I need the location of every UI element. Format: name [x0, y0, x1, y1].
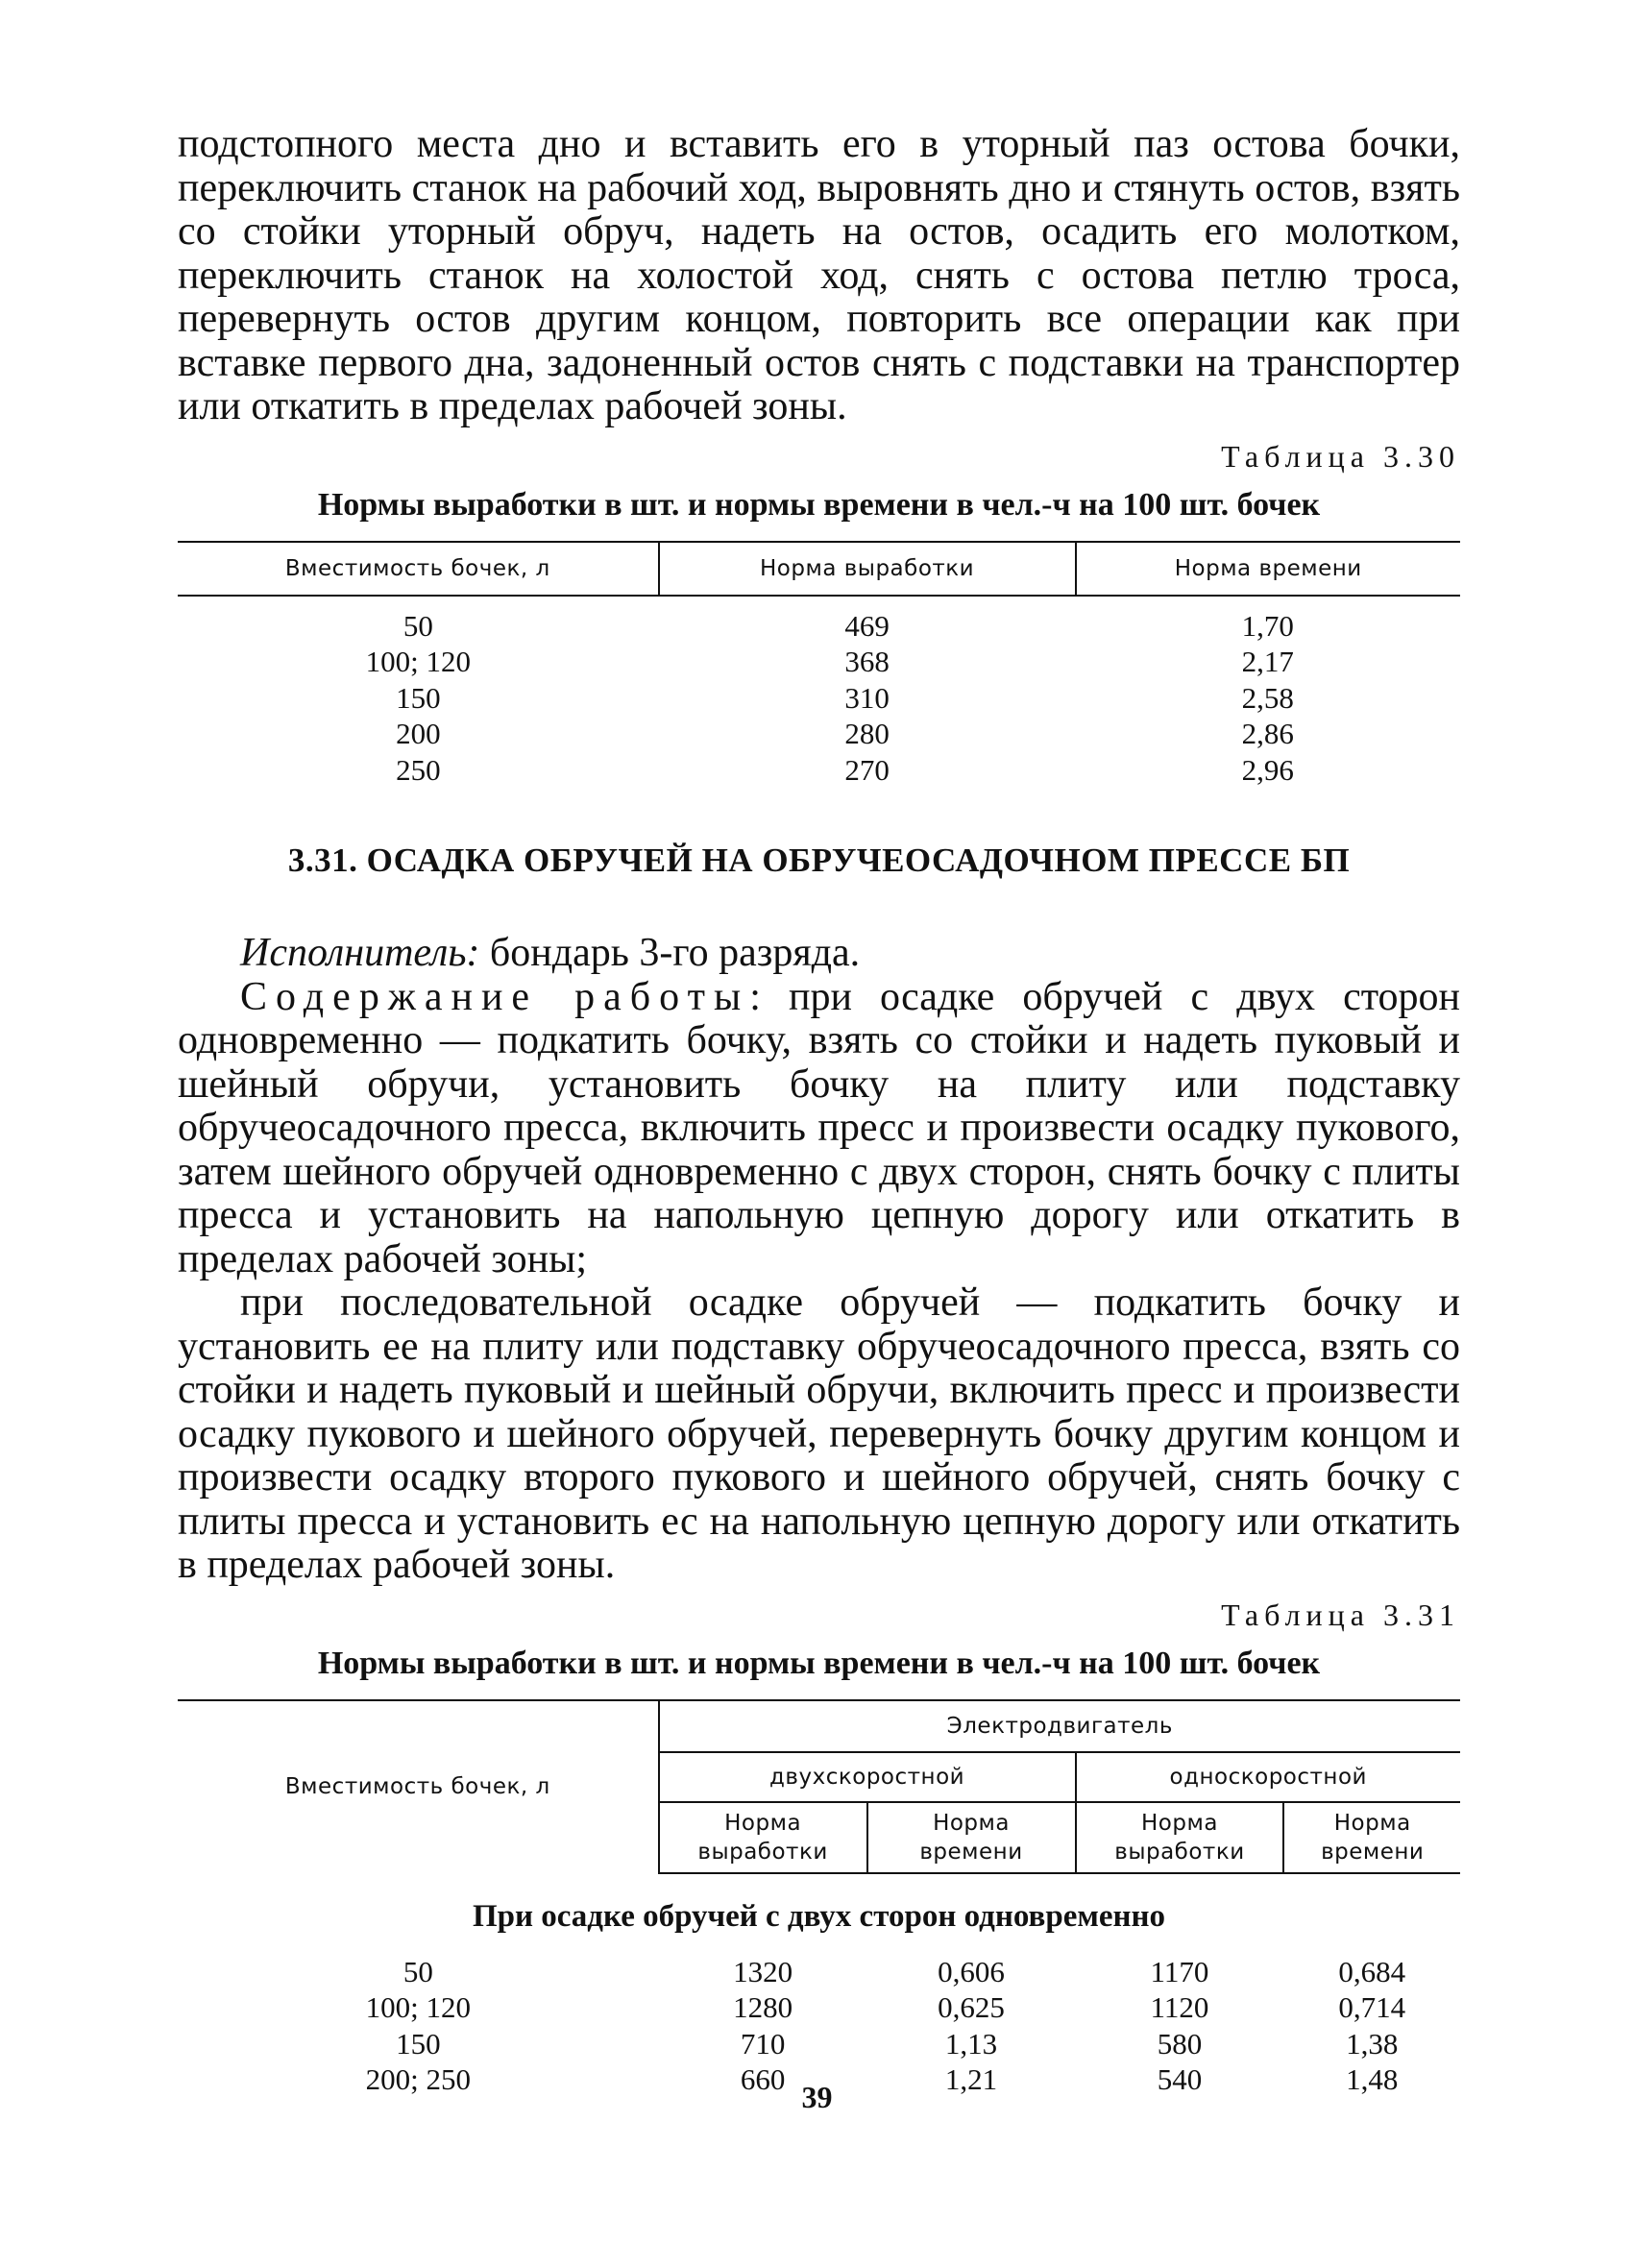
performer-value: бондарь 3-го разряда.: [479, 931, 861, 975]
cell-norm-time: 1,70: [1241, 608, 1294, 643]
cell-capacity: 50: [402, 1954, 433, 1988]
cell-norm-time: 2,17: [1241, 645, 1294, 678]
cell-two-speed-output: 660: [740, 2062, 786, 2096]
table-331-title: Нормы выработки в шт. и нормы времени в чел.-ч на 100 шт. бочек: [317, 1645, 1321, 1681]
cell-one-speed-time: 0,684: [1338, 1954, 1406, 1988]
cell-norm-output: 310: [844, 680, 890, 715]
sequential-paragraph: при последовательной осадке обручей — подкатить бочку и установить ее на плиту или подставку обручеосадочного пресса, взять со стойки и надеть пуковый и шейный обручи, включить пресс и произвести осадку пукового и шейного обручей, перевернуть бочку другим концом и произвести осадку второго пукового и шейного обручей, снять бочку с плиты пресса и установить ес на напольную цепную дорогу или откатить в пределах рабочей зоны.: [178, 1280, 1460, 1587]
intro-paragraph: подстопного места дно и вставить его в уторный паз остова бочки, переключить станок на рабочий ход, выровнять дно и стянуть остов, взять со стойки уторный обруч, надеть на остов, осадить его молотком, переключить станок на холостой ход, снять с остова петлю троса, перевернуть остов другим концом, повторить все операции как при вставке первого дна, задоненный остов снять с подставки на транспортер или откатить в пределах рабочей зоны.: [178, 122, 1460, 428]
col-header-norm-output: Норма выработки: [659, 542, 1076, 596]
cell-norm-output: 368: [844, 645, 890, 678]
cell-two-speed-output: 1280: [733, 1990, 793, 2024]
table-331-body: [178, 1954, 1460, 2098]
cell-two-speed-output: 1320: [733, 1954, 793, 1988]
content-label: Содержание работы: [240, 974, 750, 1019]
cell-norm-time: 2,58: [1241, 680, 1294, 715]
table-row: [178, 1954, 1460, 1990]
cell-norm-time: 2,86: [1241, 717, 1294, 750]
col-header-norm-time: Норма времени: [867, 1802, 1076, 1873]
table-row: [178, 596, 1460, 645]
table-row: [178, 644, 1460, 680]
col-header-one-speed: односкоростной: [1076, 1752, 1461, 1802]
cell-capacity: 50: [402, 608, 433, 643]
content-text: : при осадке обручей с двух сторон одновременно — подкатить бочку, взять со стойки и надеть пуковый и шейный обручи, установить бочку на плиту или подставку обручеосадочного пресса, включить пресс и произвести осадку пукового, затем шейного обручей одновременно с двух сторон, снять бочку с плиты пресса и установить на напольную цепную дорогу или откатить в пределах рабочей зоны;: [178, 974, 1460, 1281]
table-row: [178, 1989, 1460, 2026]
cell-capacity: 150: [396, 2026, 441, 2061]
cell-two-speed-time: 0,625: [938, 1990, 1005, 2024]
table-330-label: Таблица 3.30: [1221, 438, 1460, 474]
cell-one-speed-time: 1,48: [1346, 2062, 1399, 2096]
table-330-title: Нормы выработки в шт. и нормы времени в чел.-ч на 100 шт. бочек: [317, 486, 1321, 523]
performer-label: Исполнитель:: [240, 931, 480, 975]
col-header-norm-time: Норма времени: [1076, 542, 1461, 596]
table-row: [178, 680, 1460, 717]
cell-two-speed-time: 1,21: [944, 2062, 998, 2096]
table-row: [178, 2026, 1460, 2062]
cell-capacity: 150: [396, 680, 441, 715]
cell-capacity: 200; 250: [365, 2062, 471, 2096]
cell-norm-output: 469: [844, 608, 890, 643]
page-number: 39: [801, 2080, 833, 2114]
col-header-norm-output: Норма выработки: [1076, 1802, 1284, 1873]
cell-two-speed-time: 1,13: [944, 2026, 998, 2061]
cell-capacity: 250: [396, 752, 441, 787]
col-header-norm-time: Норма времени: [1283, 1802, 1460, 1873]
table-row: [178, 752, 1460, 789]
col-header-capacity: Вместимость бочек, л: [178, 542, 659, 596]
cell-capacity: 100; 120: [365, 1990, 471, 2024]
col-header-two-speed: двухскоростной: [659, 1752, 1076, 1802]
cell-one-speed-output: 540: [1157, 2062, 1203, 2096]
cell-norm-output: 270: [844, 752, 890, 787]
cell-one-speed-time: 1,38: [1346, 2026, 1399, 2061]
cell-one-speed-output: 1170: [1150, 1954, 1209, 1988]
table-331-subheading: При осадке обручей с двух сторон одновременно: [472, 1898, 1166, 1934]
cell-one-speed-output: 580: [1157, 2026, 1203, 2061]
cell-capacity: 100; 120: [365, 645, 471, 678]
col-header-norm-output: Норма выработки: [659, 1802, 867, 1873]
performer-line: [178, 932, 1460, 976]
cell-two-speed-output: 710: [740, 2026, 786, 2061]
page-content: [178, 123, 1460, 2098]
section-title: 3.31. ОСАДКА ОБРУЧЕЙ НА ОБРУЧЕОСАДОЧНОМ ПРЕССЕ БП: [287, 841, 1351, 879]
content-paragraph: [178, 976, 1460, 1282]
table-331-label: Таблица 3.31: [1221, 1597, 1460, 1632]
cell-one-speed-time: 0,714: [1338, 1990, 1406, 2024]
cell-capacity: 200: [396, 717, 441, 750]
cell-norm-output: 280: [844, 717, 890, 750]
table-row: [178, 716, 1460, 752]
table-331: [178, 1699, 1460, 1874]
cell-one-speed-output: 1120: [1150, 1990, 1209, 2024]
cell-two-speed-time: 0,606: [938, 1954, 1005, 1988]
table-330: [178, 541, 1460, 789]
col-header-capacity: Вместимость бочек, л: [178, 1700, 659, 1873]
cell-norm-time: 2,96: [1241, 752, 1294, 787]
col-header-motor: Электродвигатель: [659, 1700, 1460, 1752]
